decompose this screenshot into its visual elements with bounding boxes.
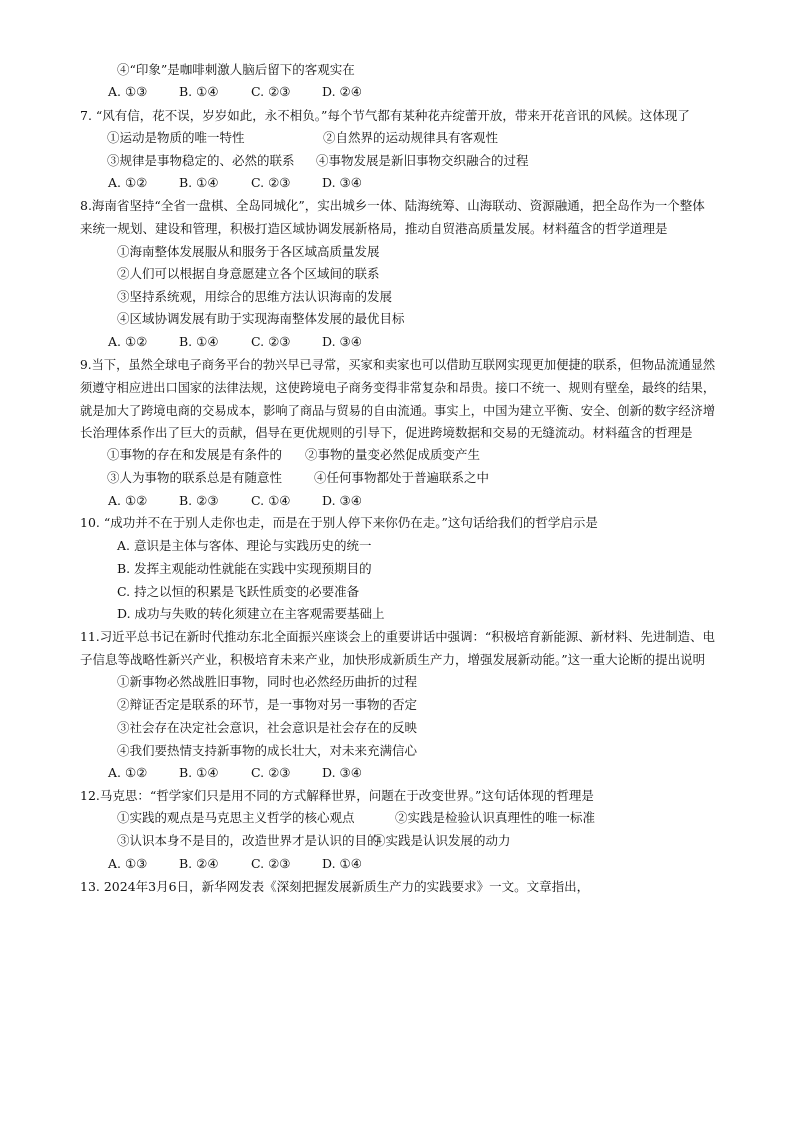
question-8-stem-line-2: 来统一规划、建设和管理，积极打造区域协调发展新格局，推动自贸港高质量发展。材料蕴含的哲学道理是 bbox=[80, 221, 668, 236]
choice-a: A. ①② bbox=[108, 765, 148, 780]
question-7-statement-2: ②自然界的运动规律具有客观性 bbox=[323, 130, 499, 145]
question-10-stem: 10. “成功并不在于别人走你也走，而是在于别人停下来你仍在走。”这句话给我们的哲学启示是 bbox=[80, 515, 598, 530]
question-8-statement-4: ④区域协调发展有助于实现海南整体发展的最优目标 bbox=[117, 311, 405, 326]
choice-d: D. ①④ bbox=[322, 856, 362, 871]
choice-d: D. ②④ bbox=[322, 84, 362, 99]
question-12-statement-4: ④实践是认识发展的动力 bbox=[373, 833, 511, 848]
question-10-option-c: C. 持之以恒的积累是飞跃性质变的必要准备 bbox=[117, 584, 360, 599]
question-9-statement-4: ④任何事物都处于普遍联系之中 bbox=[314, 470, 490, 485]
choice-b: B. ①④ bbox=[179, 84, 219, 99]
question-11-statement-4: ④我们要热情支持新事物的成长壮大，对未来充满信心 bbox=[117, 743, 418, 758]
question-12-stem: 12.马克思：“哲学家们只是用不同的方式解释世界，问题在于改变世界。”这句话体现的哲理是 bbox=[80, 788, 594, 803]
question-7-statement-3: ③规律是事物稳定的、必然的联系 bbox=[107, 153, 295, 168]
choice-a: A. ①② bbox=[108, 334, 148, 349]
question-12-statement-1: ①实践的观点是马克思主义哲学的核心观点 bbox=[117, 810, 355, 825]
question-9-stem-line-3: 就是加大了跨境电商的交易成本，影响了商品与贸易的自由流通。事实上，中国为建立平衡、安全、创新的数字经济增 bbox=[80, 403, 716, 418]
question-9-statement-3: ③人为事物的联系总是有随意性 bbox=[107, 470, 283, 485]
choice-b: B. ①④ bbox=[179, 175, 219, 190]
choice-a: A. ①② bbox=[108, 175, 148, 190]
choice-d: D. ③④ bbox=[322, 334, 362, 349]
question-10-option-a: A. 意识是主体与客体、理论与实践历史的统一 bbox=[117, 538, 372, 553]
question-9-statement-1: ①事物的存在和发展是有条件的 bbox=[107, 447, 283, 462]
statement-4: ④“印象”是咖啡刺激人脑后留下的客观实在 bbox=[117, 62, 355, 77]
choice-c: C. ②③ bbox=[251, 84, 291, 99]
question-7-statement-4: ④事物发展是新旧事物交织融合的过程 bbox=[316, 153, 529, 168]
choice-c: C. ②③ bbox=[251, 856, 291, 871]
choice-c: C. ②③ bbox=[251, 334, 291, 349]
choice-a: A. ①③ bbox=[108, 856, 148, 871]
question-9-stem-line-2: 须遵守相应进出口国家的法律法规，这使跨境电子商务变得非常复杂和昂贵。接口不统一、规则有壁垒，最终的结果， bbox=[80, 380, 716, 395]
question-11-statement-1: ①新事物必然战胜旧事物，同时也必然经历曲折的过程 bbox=[117, 674, 418, 689]
choice-c: C. ②③ bbox=[251, 765, 291, 780]
choice-c: C. ①④ bbox=[251, 493, 291, 508]
choice-b: B. ①④ bbox=[179, 765, 219, 780]
choice-d: D. ③④ bbox=[322, 765, 362, 780]
question-9-statement-2: ②事物的量变必然促成质变产生 bbox=[305, 447, 481, 462]
choice-b: B. ②④ bbox=[179, 856, 219, 871]
choice-b: B. ①④ bbox=[179, 334, 219, 349]
question-11-stem-line-2: 子信息等战略性新兴产业，积极培育未来产业，加快形成新质生产力，增强发展新动能。”这一重大论断的提出说明 bbox=[80, 652, 706, 667]
question-10-option-b: B. 发挥主观能动性就能在实践中实现预期目的 bbox=[117, 561, 372, 576]
question-8-statement-3: ③坚持系统观，用综合的思维方法认识海南的发展 bbox=[117, 289, 393, 304]
question-12-statement-2: ②实践是检验认识真理性的唯一标准 bbox=[395, 810, 596, 825]
question-13-stem: 13. 2024年3月6日，新华网发表《深刻把握发展新质生产力的实践要求》一文。文章指出， bbox=[80, 879, 590, 894]
question-9-stem-line-4: 长治理体系作出了巨大的贡献，倡导在更优规则的引导下，促进跨境数据和交易的无缝流动。材料蕴含的哲理是 bbox=[80, 425, 693, 440]
question-10-option-d: D. 成功与失败的转化须建立在主客观需要基础上 bbox=[117, 606, 385, 621]
choice-a: A. ①③ bbox=[108, 84, 148, 99]
choice-d: D. ③④ bbox=[322, 493, 362, 508]
choice-a: A. ①② bbox=[108, 493, 148, 508]
question-8-statement-2: ②人们可以根据自身意愿建立各个区域间的联系 bbox=[117, 266, 380, 281]
question-8-statement-1: ①海南整体发展服从和服务于各区域高质量发展 bbox=[117, 244, 380, 259]
question-9-stem-line-1: 9.当下，虽然全球电子商务平台的勃兴早已寻常，买家和卖家也可以借助互联网实现更加便捷的联系，但物品流通显然 bbox=[80, 357, 716, 372]
choice-c: C. ②③ bbox=[251, 175, 291, 190]
question-12-statement-3: ③认识本身不是目的，改造世界才是认识的目的 bbox=[117, 833, 380, 848]
question-7-stem: 7. “风有信，花不误，岁岁如此，永不相负。”每个节气都有某种花卉绽蕾开放，带来开花音讯的风候。这体现了 bbox=[80, 108, 690, 123]
question-7-statement-1: ①运动是物质的唯一特性 bbox=[107, 130, 245, 145]
question-11-stem-line-1: 11.习近平总书记在新时代推动东北全面振兴座谈会上的重要讲话中强调：“积极培育新能源、新材料、先进制造、电 bbox=[80, 629, 715, 644]
question-8-stem-line-1: 8.海南省坚持“全省一盘棋、全岛同城化”，实出城乡一体、陆海统筹、山海联动、资源融通，把全岛作为一个整体 bbox=[80, 198, 705, 213]
question-11-statement-2: ②辩证否定是联系的环节，是一事物对另一事物的否定 bbox=[117, 697, 418, 712]
question-11-statement-3: ③社会存在决定社会意识，社会意识是社会存在的反映 bbox=[117, 720, 418, 735]
choice-b: B. ②③ bbox=[179, 493, 219, 508]
choice-d: D. ③④ bbox=[322, 175, 362, 190]
